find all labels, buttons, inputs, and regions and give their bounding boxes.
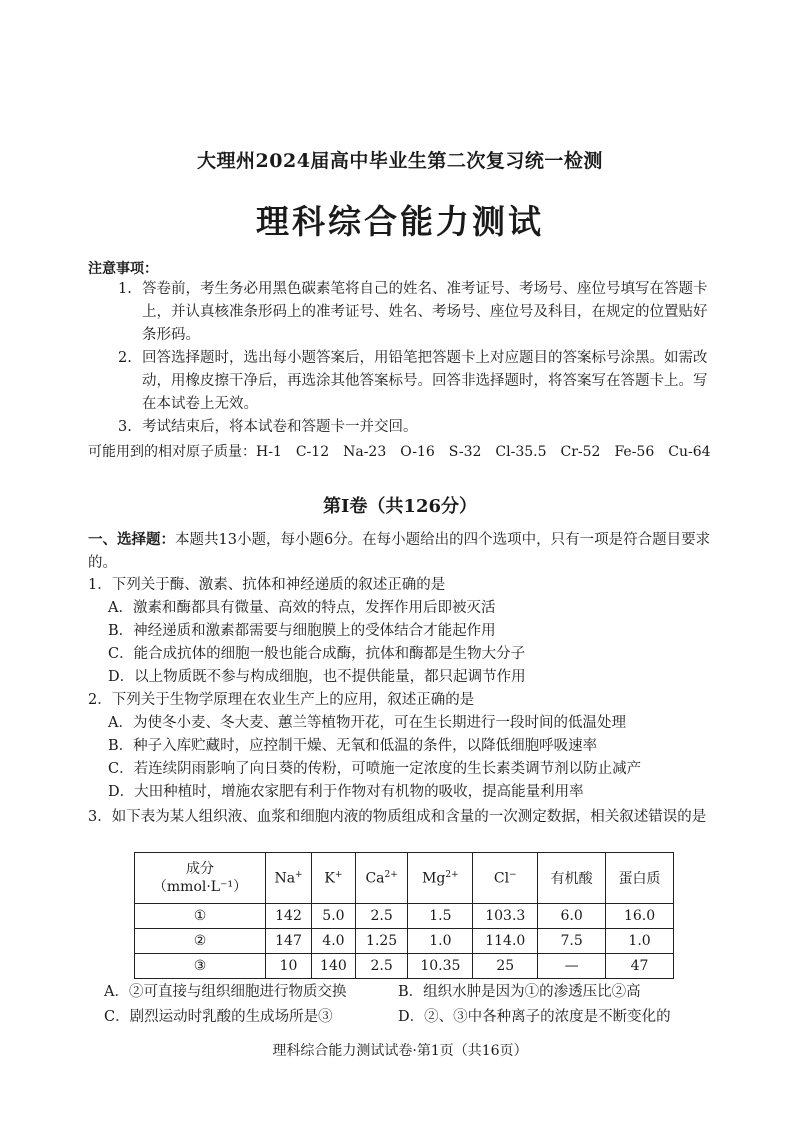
- row-label: ③: [135, 954, 266, 979]
- question-option: A．②可直接与组织细胞进行物质交换: [104, 984, 347, 1000]
- table-column-header: [266, 853, 312, 904]
- table-cell: 4.0: [312, 929, 356, 954]
- question-option: C．能合成抗体的细胞一般也能合成酶，抗体和酶都是生物大分子: [108, 646, 526, 662]
- column-base: Cl: [493, 870, 510, 887]
- notice-heading: 注意事项：: [88, 261, 158, 277]
- table-cell: 114.0: [473, 929, 538, 954]
- table-row: [135, 929, 674, 954]
- table-corner-cell: [135, 853, 266, 904]
- table-column-header: [312, 853, 356, 904]
- column-base: 有机酸: [550, 871, 593, 887]
- corner-line: 成分: [186, 861, 214, 877]
- table-cell: 1.25: [355, 929, 408, 954]
- table-cell: 1.5: [408, 904, 473, 929]
- question-option: B．神经递质和激素都需要与细胞膜上的受体结合才能起作用: [108, 623, 496, 639]
- exam-title: 理科综合能力测试: [256, 202, 544, 241]
- question-option: C．剧烈运动时乳酸的生成场所是③: [104, 1009, 333, 1025]
- table-row: [135, 904, 674, 929]
- table-cell: 47: [606, 954, 674, 979]
- column-base: Na: [274, 870, 296, 887]
- question-option: D．以上物质既不参与构成细胞，也不提供能量，都只起调节作用: [108, 669, 526, 685]
- notice-item: [118, 347, 718, 416]
- table-cell: 2.5: [355, 904, 408, 929]
- table-cell: 2.5: [355, 954, 408, 979]
- table-cell: —: [538, 954, 606, 979]
- section-instructions: [88, 528, 718, 575]
- table-cell: 6.0: [538, 904, 606, 929]
- column-base: Ca: [365, 870, 385, 887]
- exam-subtitle: 大理州2024届高中毕业生第二次复习统一检测: [197, 150, 603, 172]
- composition-table: [134, 852, 674, 979]
- table-cell: 16.0: [606, 904, 674, 929]
- table-cell: 10: [266, 954, 312, 979]
- table-cell: 1.0: [408, 929, 473, 954]
- notice-text: 答卷前，考生务必用黑色碳素笔将自己的姓名、准考证号、考场号、座位号填写在答题卡上，并认真核准条形码上的准考证号、姓名、考场号、座位号及科目，在规定的位置贴好条形码。: [142, 281, 708, 343]
- notice-number: 2.: [118, 350, 132, 366]
- notice-text: 考试结束后，将本试卷和答题卡一并交回。: [142, 419, 418, 435]
- question-option: B．种子入库贮藏时，应控制干燥、无氧和低温的条件，以降低细胞呼吸速率: [108, 738, 598, 754]
- table-cell: 5.0: [312, 904, 356, 929]
- question-option: C．若连续阴雨影响了向日葵的传粉，可喷施一定浓度的生长素类调节剂以防止减产: [108, 761, 642, 777]
- question-option: D．大田种植时，增施农家肥有利于作物对有机物的吸收，提高能量利用率: [108, 784, 584, 800]
- table-cell: 7.5: [538, 929, 606, 954]
- question-stem: 1．下列关于酶、激素、抗体和神经递质的叙述正确的是: [88, 577, 446, 593]
- question-stem: 3．如下表为某人组织液、血浆和细胞内液的物质组成和含量的一次测定数据，相关叙述错误的是: [88, 809, 707, 825]
- column-base: Mg: [422, 870, 446, 887]
- row-label: ②: [135, 929, 266, 954]
- table-cell: 142: [266, 904, 312, 929]
- notice-item: [118, 416, 718, 439]
- row-label: ①: [135, 904, 266, 929]
- notice-text: 回答选择题时，选出每小题答案后，用铅笔把答题卡上对应题目的答案标号涂黑。如需改动，用橡皮擦干净后，再选涂其他答案标号。回答非选择题时，将答案写在答题卡上。写在本试卷上无效。: [142, 350, 708, 412]
- table-column-header: [538, 853, 606, 904]
- table-cell: 25: [473, 954, 538, 979]
- table-cell: 147: [266, 929, 312, 954]
- table-row: [135, 954, 674, 979]
- notice-number: 3.: [118, 419, 132, 435]
- table-cell: 1.0: [606, 929, 674, 954]
- column-sup: −: [509, 869, 517, 880]
- notice-item: [118, 278, 718, 347]
- corner-line: （mmol·L⁻¹）: [152, 879, 248, 895]
- question-stem: 2．下列关于生物学原理在农业生产上的应用，叙述正确的是: [88, 692, 475, 708]
- column-sup: +: [295, 869, 303, 880]
- column-sup: +: [334, 869, 343, 880]
- question-option: B．组织水肿是因为①的渗透压比②高: [398, 984, 641, 1000]
- column-sup: 2+: [384, 869, 398, 880]
- table-header-row: [135, 853, 674, 904]
- atomic-masses: 可能用到的相对原子质量：H-1 C-12 Na-23 O-16 S-32 Cl-35.5 Cr-52 Fe-56 Cu-64: [88, 444, 711, 460]
- table-cell: 103.3: [473, 904, 538, 929]
- question-option: A．为使冬小麦、冬大麦、蕙兰等植物开花，可在生长期进行一段时间的低温处理: [108, 715, 626, 731]
- table-column-header: [473, 853, 538, 904]
- question-option: D．②、③中各种离子的浓度是不断变化的: [398, 1009, 671, 1025]
- page-footer: 理科综合能力测试试卷·第1页（共16页）: [272, 1043, 528, 1059]
- table-column-header: [606, 853, 674, 904]
- table-column-header: [355, 853, 408, 904]
- column-sup: 2+: [445, 869, 459, 880]
- question-option: A．激素和酶都具有微量、高效的特点，发挥作用后即被灭活: [108, 600, 496, 616]
- column-base: 蛋白质: [618, 871, 661, 887]
- section-label: 一、选择题：: [88, 531, 175, 548]
- column-base: K: [324, 870, 335, 887]
- notice-number: 1.: [118, 281, 132, 297]
- section-text: 本题共13小题，每小题6分。在每小题给出的四个选项中，只有一项是符合题目要求的。: [88, 532, 711, 571]
- table-column-header: [408, 853, 473, 904]
- part-title: 第Ⅰ卷（共126分）: [323, 496, 477, 517]
- table-cell: 140: [312, 954, 356, 979]
- table-cell: 10.35: [408, 954, 473, 979]
